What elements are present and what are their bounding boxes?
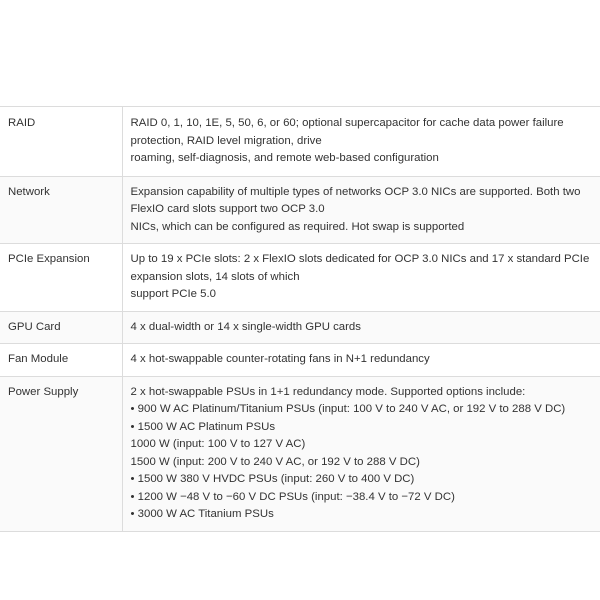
row-value: [122, 376, 600, 531]
value-line: • 1500 W 380 V HVDC PSUs (input: 260 V to 400 V DC): [130, 473, 415, 485]
value-line: support PCIe 5.0: [130, 288, 216, 300]
table-row: [0, 107, 600, 177]
table-row: [0, 311, 600, 344]
value-line: RAID 0, 1, 10, 1E, 5, 50, 6, or 60; optional supercapacitor for cache data power failure: [130, 117, 564, 129]
value-line: 2 x hot-swappable PSUs in 1+1 redundancy mode. Supported options include:: [130, 385, 526, 398]
value-line: protection, RAID level migration, drive: [130, 134, 322, 147]
value-line: roaming, self-diagnosis, and remote web-based configuration: [130, 152, 439, 164]
value-line: FlexIO card slots support two OCP 3.0: [130, 203, 325, 215]
table-row: [0, 176, 600, 244]
row-value: [122, 176, 600, 244]
row-value: [122, 107, 600, 177]
value-line: • 1500 W AC Platinum PSUs: [130, 420, 276, 433]
value-line: • 1200 W −48 V to −60 V DC PSUs (input: −38.4 V to −72 V DC): [130, 490, 455, 503]
value-line: expansion slots, 14 slots of which: [130, 270, 300, 283]
row-label: RAID: [0, 107, 122, 177]
value-line: Up to 19 x PCIe slots: 2 x FlexIO slots dedicated for OCP 3.0 NICs and 17 x standard PCIe: [130, 253, 590, 265]
value-line: 4 x dual-width or 14 x single-width GPU cards: [130, 320, 361, 333]
row-label: Power Supply: [0, 376, 122, 531]
value-line: Expansion capability of multiple types of networks OCP 3.0 NICs are supported. Both two: [130, 185, 581, 198]
row-value: [122, 311, 600, 344]
value-line: 1000 W (input: 100 V to 127 V AC): [130, 438, 306, 450]
row-label: PCIe Expansion: [0, 244, 122, 312]
value-line: • 900 W AC Platinum/Titanium PSUs (input: 100 V to 240 V AC, or 192 V to 288 V DC): [130, 403, 566, 415]
table-row: [0, 376, 600, 531]
row-value: [122, 244, 600, 312]
table-row: [0, 344, 600, 377]
row-label: GPU Card: [0, 311, 122, 344]
value-line: 4 x hot-swappable counter-rotating fans in N+1 redundancy: [130, 353, 430, 365]
row-label: Fan Module: [0, 344, 122, 377]
value-line: 1500 W (input: 200 V to 240 V AC, or 192 V to 288 V DC): [130, 455, 420, 468]
table-row: [0, 244, 600, 312]
value-line: NICs, which can be configured as required. Hot swap is supported: [130, 220, 465, 233]
row-label: Network: [0, 176, 122, 244]
row-value: [122, 344, 600, 377]
value-line: • 3000 W AC Titanium PSUs: [130, 508, 274, 520]
spec-table: [0, 106, 600, 532]
